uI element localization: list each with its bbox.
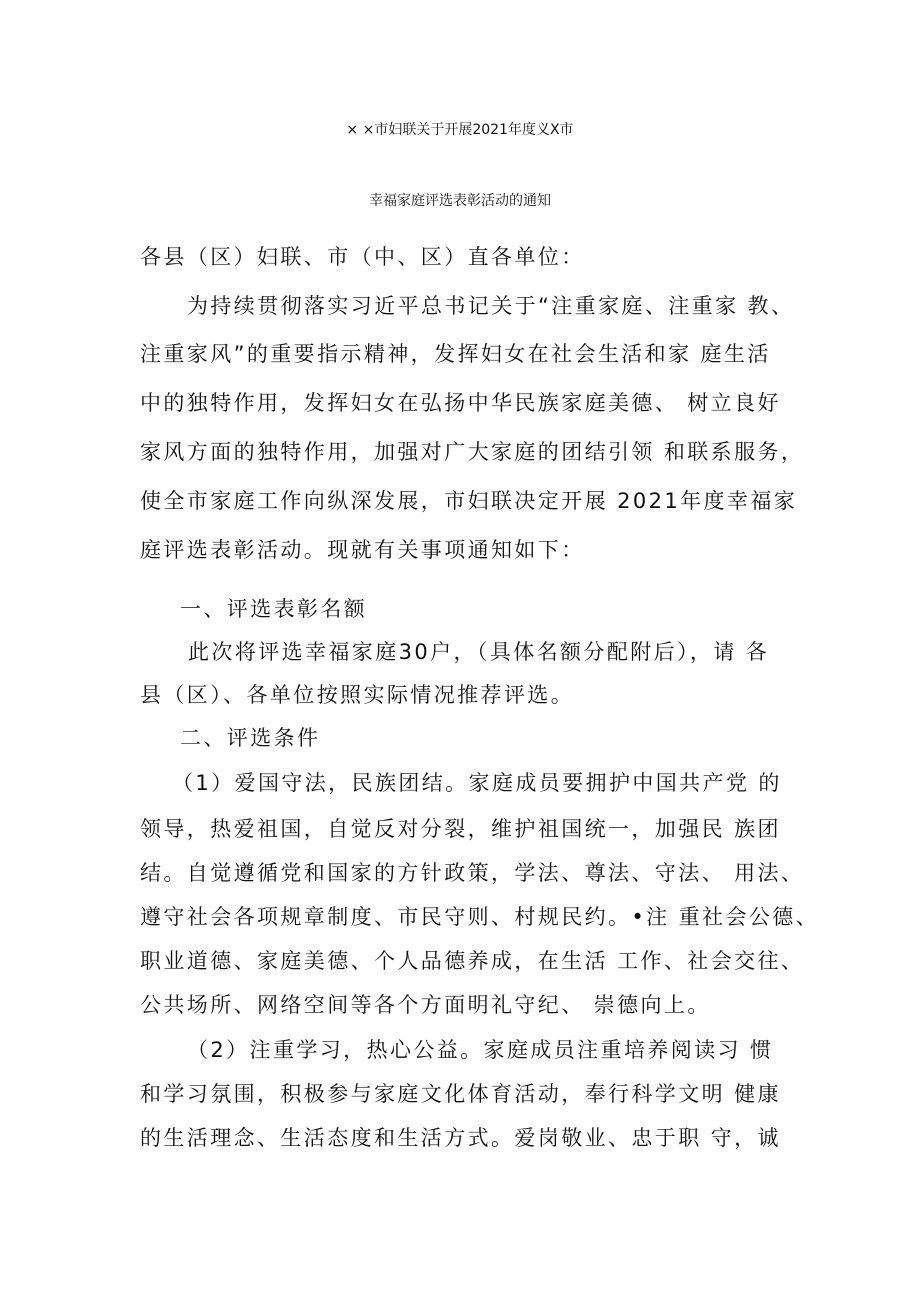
section2-item2-line: 和学习氛围，积极参与家庭文化体育活动，奉行科学文明 健康 xyxy=(140,1082,781,1106)
document-title-line-2: 幸福家庭评选表彰活动的通知 xyxy=(369,193,551,209)
section-heading-1: 一、评选表彰名额 xyxy=(180,597,368,621)
section2-item1-line: 遵守社会各项规章制度、市民守则、村规民约。•注 重社会公德、 xyxy=(140,905,820,929)
section2-item1-line: 公共场所、网络空间等各个方面明礼守纪、 崇德向上。 xyxy=(140,993,711,1017)
section2-item1-line: 职业道德、家庭美德、个人品德养成，在生活 工作、社会交往、 xyxy=(140,949,805,973)
section2-item1-line: （1）爱国守法，民族团结。家庭成员要拥护中国共产党 的 xyxy=(172,771,782,795)
intro-line: 注重家风”的重要指示精神，发挥妇女在社会生活和家 庭生活 xyxy=(140,342,771,366)
document-title-line-1: × ×市妇联关于开展2021年度义X市 xyxy=(346,122,574,138)
section2-item2-line: 的生活理念、生活态度和生活方式。爱岗敬业、忠于职 守，诚 xyxy=(140,1126,781,1150)
salutation: 各县（区）妇联、市（中、区）直各单位： xyxy=(140,245,585,269)
section2-item1-line: 领导，热爱祖国，自觉反对分裂，维护祖国统一，加强民 族团 xyxy=(140,817,781,841)
intro-line: 使全市家庭工作向纵深发展，市妇联决定开展 2021年度幸福家 xyxy=(140,489,798,513)
section-heading-2: 二、评选条件 xyxy=(180,726,321,750)
intro-line: 家风方面的独特作用，加强对广大家庭的团结引领 和联系服务， xyxy=(140,440,805,464)
section2-item1-line: 结。自觉遵循党和国家的方针政策，学法、尊法、守法、 用法、 xyxy=(140,861,805,885)
section1-line: 此次将评选幸福家庭30户，（具体名额分配附后），请 各 xyxy=(188,640,770,664)
section1-line: 县（区）、各单位按照实际情况推荐评选。 xyxy=(140,683,575,707)
intro-line: 中的独特作用，发挥妇女在弘扬中华民族家庭美德、 树立良好 xyxy=(140,391,781,415)
intro-line: 为持续贯彻落实习近平总书记关于“注重家庭、注重家 教、 xyxy=(187,294,795,318)
intro-line: 庭评选表彰活动。现就有关事项通知如下： xyxy=(140,538,585,562)
section2-item2-line: （2）注重学习，热心公益。家庭成员注重培养阅读习 惯 xyxy=(187,1038,774,1062)
